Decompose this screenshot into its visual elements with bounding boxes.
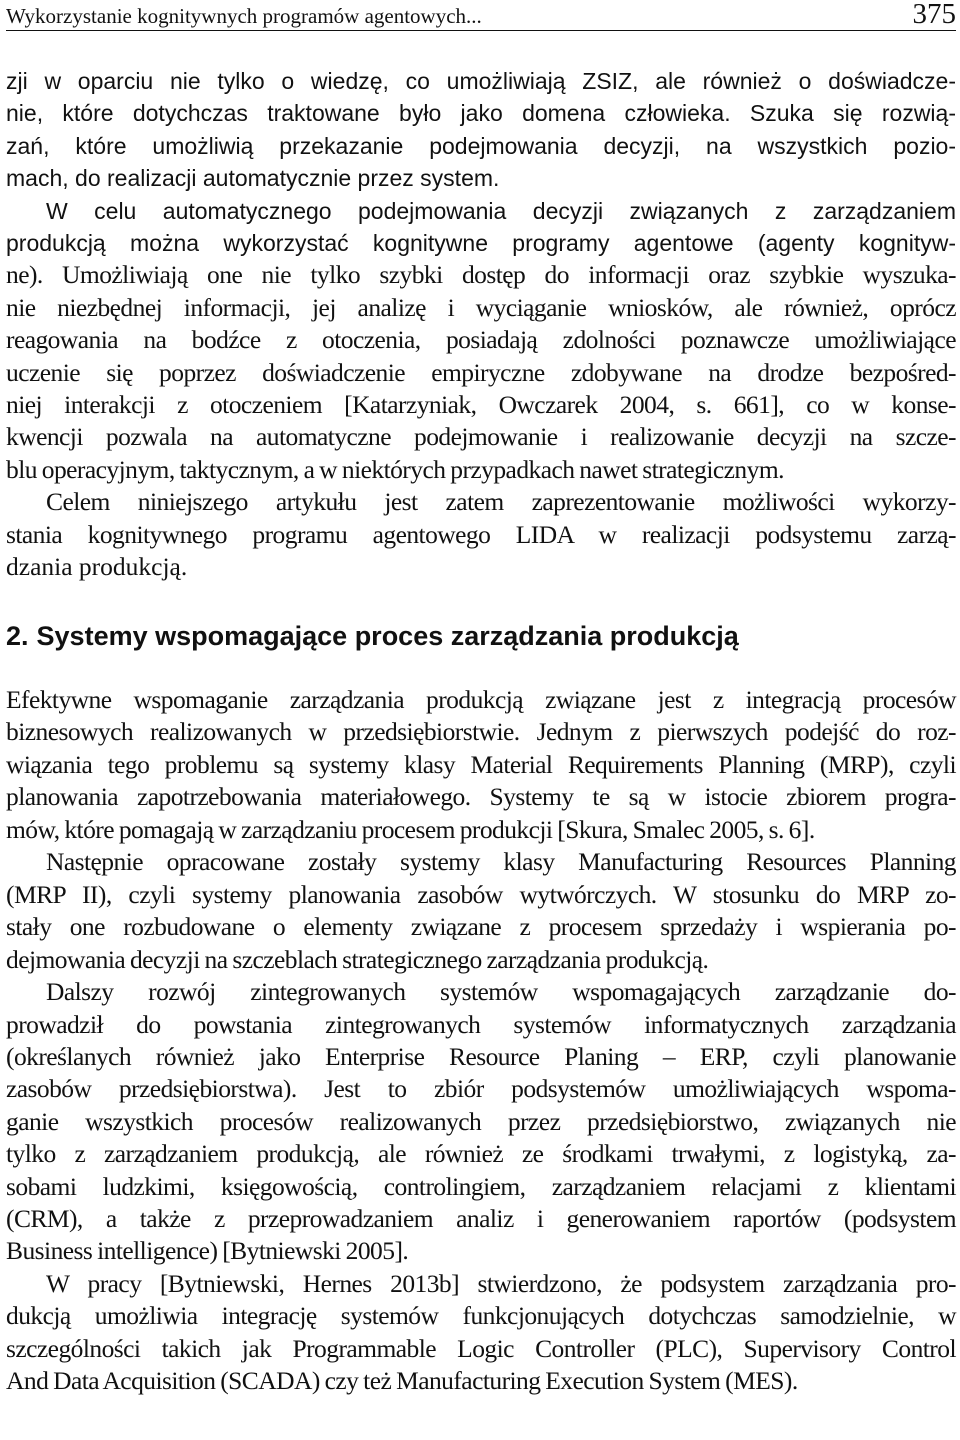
text-line: ganie wszystkich procesów realizowanych przez przedsiębiorstwo, związanych nie	[6, 1106, 956, 1136]
text-line: niej interakcji z otoczeniem [Katarzyniak, Owczarek 2004, s. 661], co w konse-	[6, 390, 956, 420]
text-line: nie, które dotychczas traktowane było jako domena człowieka. Szuka się rozwią-	[6, 100, 956, 127]
text-line: Następnie opracowane zostały systemy klasy Manufacturing Resources Planning	[46, 847, 956, 877]
text-line: dukcją umożliwia integrację systemów funkcjonujących dotychczas samodzielnie, w	[6, 1301, 956, 1331]
text-line: mach, do realizacji automatycznie przez system.	[6, 165, 500, 192]
article-body	[6, 31, 956, 1397]
text-line: produkcją można wykorzystać kognitywne programy agentowe (agenty kognityw-	[6, 230, 956, 257]
text-line: Dalszy rozwój zintegrowanych systemów wspomagających zarządzanie do-	[46, 977, 956, 1007]
text-line: zji w oparciu nie tylko o wiedzę, co umożliwiają ZSIZ, ale również o doświadcze-	[6, 68, 956, 94]
page-number: 375	[912, 0, 956, 30]
section-paragraph-4	[6, 1268, 956, 1398]
text-line: Business intelligence) [Bytniewski 2005].	[6, 1236, 409, 1266]
text-line: zasobów przedsiębiorstwa). Jest to zbiór podsystemów umożliwiających wspoma-	[6, 1074, 956, 1104]
section-heading	[6, 618, 956, 654]
text-line: stania kognitywnego programu agentowego LIDA w realizacji podsystemu zarzą-	[6, 519, 956, 549]
section-paragraph-2	[6, 846, 956, 976]
text-line: prowadził do powstania zintegrowanych systemów informatycznych zarządzania	[6, 1009, 956, 1039]
text-line: biznesowych realizowanych w przedsiębiorstwie. Jednym z pierwszych podejść do roz-	[6, 717, 956, 747]
text-line: planowania zapotrzebowania materiałowego. Systemy te są w istocie zbiorem progra-	[6, 782, 956, 812]
text-line: (określanych również jako Enterprise Resource Planing – ERP, czyli planowanie	[6, 1041, 956, 1071]
text-line: dzania produkcją.	[6, 552, 188, 582]
text-line: (CRM), a także z przeprowadzaniem analiz i generowaniem raportów (podsystem	[6, 1203, 956, 1233]
text-line: Celem niniejszego artykułu jest zatem zaprezentowanie możliwości wykorzy-	[46, 487, 956, 517]
text-line: kwencji pozwala na automatyczne podejmowanie i realizowanie decyzji na szcze-	[6, 422, 956, 452]
paragraph-2	[6, 195, 956, 260]
section-number: 2.	[6, 620, 29, 651]
section-paragraph-1	[6, 684, 956, 847]
section-title: Systemy wspomagające proces zarządzania produkcją	[36, 620, 739, 651]
text-line: And Data Acquisition (SCADA) czy też Manufacturing Execution System (MES).	[6, 1365, 798, 1395]
paragraph-3	[6, 259, 956, 486]
text-line: nie niezbędnej informacji, jej analizę i wyciąganie wniosków, ale również, oprócz	[6, 292, 956, 322]
text-line: tylko z zarządzaniem produkcją, ale również ze środkami trwałymi, z logistyką, za-	[6, 1139, 956, 1169]
text-line: Efektywne wspomaganie zarządzania produkcją związane jest z integracją procesów	[6, 684, 956, 714]
text-line: sobami ludzkimi, księgowością, controlingiem, zarządzaniem relacjami z klientami	[6, 1171, 956, 1201]
paragraph-4	[6, 486, 956, 583]
section-paragraph-3	[6, 976, 956, 1268]
text-line: ne). Umożliwiają one nie tylko szybki dostęp do informacji oraz szybkie wyszuka-	[6, 260, 956, 290]
text-line: W celu automatycznego podejmowania decyzji związanych z zarządzaniem	[46, 197, 956, 224]
text-line: wiązania tego problemu są systemy klasy Material Requirements Planning (MRP), czyli	[6, 749, 956, 779]
text-line: dejmowania decyzji na szczeblach strategicznego zarządzania produkcją.	[6, 944, 709, 974]
text-line: (MRP II), czyli systemy planowania zasobów wytwórczych. W stosunku do MRP zo-	[6, 879, 956, 909]
text-line: uczenie się poprzez doświadczenie empiryczne zdobywane na drodze bezpośred-	[6, 357, 956, 387]
text-line: szczególności takich jak Programmable Logic Controller (PLC), Supervisory Control	[6, 1333, 956, 1363]
text-line: mów, które pomagają w zarządzaniu procesem produkcji [Skura, Smalec 2005, s. 6].	[6, 814, 815, 844]
text-line: blu operacyjnym, taktycznym, a w niektórych przypadkach nawet strategicznym.	[6, 454, 784, 484]
paragraph-1	[6, 65, 956, 195]
text-line: stały one rozbudowane o elementy związane z procesem sprzedaży i wspierania po-	[6, 912, 956, 942]
text-line: zań, które umożliwią przekazanie podejmowania decyzji, na wszystkich pozio-	[6, 132, 956, 159]
text-line: reagowania na bodźce z otoczenia, posiadają zdolności poznawcze umożliwiające	[6, 325, 956, 355]
text-line: W pracy [Bytniewski, Hernes 2013b] stwierdzono, że podsystem zarządzania pro-	[46, 1268, 956, 1298]
running-title: Wykorzystanie kognitywnych programów agentowych...	[6, 4, 482, 28]
running-header	[6, 0, 956, 31]
